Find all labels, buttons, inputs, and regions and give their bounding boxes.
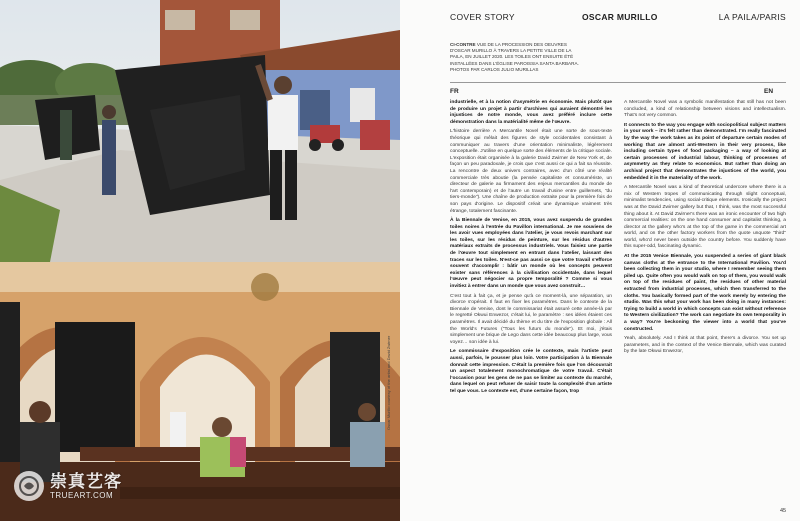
section-label: COVER STORY [450,12,515,22]
watermark-cn: 崇真艺客 [50,471,122,491]
french-column [450,100,612,399]
language-label-en: EN [764,88,774,95]
watermark-en: TRUEART.COM [50,490,114,500]
location-label: LA PAILA/PARIS [718,12,786,22]
photo-caption [450,42,586,73]
paragraph: L'histoire derrière A Mercantile Novel était une sorte de sous-texte théorique qui mêlait des figures de style occidentales consistant à communiquer au travers d'une orientation minimaliste, légèrement conceptuelle. J'utilise en quelque sorte des éléments de la critique sociale. L'exposition était organisée à la galerie David Zwirner de New York et, de façon un peu paradoxale, je crois que c'est aussi ce qui a fait sa réussite. La rencontre de deux univers contraires, avec d'un côté une réalité commerciale très aboutie (la pensée capitaliste et consumériste, un directeur de galerie au firmament des enjeux mercantiles du monde de l'art contemporain) et de l'autre un travail d'usine entre guillemets, "du tiers-monde"). Une chaîne de production extraite pour la première fois de son pays d'origine. Le dispositif créait une dynamique vraiment très étrange, totalement fascinante. [450,129,612,214]
paragraph: A Mercantile Novel was a symbolic manifestation that still has not been concluded, a kind of relationship between visions and intellectualism. That's not very common. [624,100,786,119]
paragraph: It connects to the way you engage with sociopolitical subject matters in your work – it's felt rather than demonstrated. I'm really fascinated by the way the work takes as its point of departure certain modes of working that are almost anti-Western in their very process, like including certain types of food packaging – a way of looking at certain processes of industrial labour, thinking of processes of asymmetry as they relate to economics. But rather than doing an archival project that demonstrates the injustices of the world, you embedded it in the materiality of the work. [624,122,786,181]
paragraph: C'est tout à fait ça, et je pense qu'à ce moment-là, une séparation, un divorce s'opérait. Il faut en fixer les paramètres. Dans le contexte de la Biennale de Venise, dont le commissariat était assuré cette année-là par le regretté Okwui Enwezor, c'était lui, le paramètre : ses idées étaient ces paramètres. Il avait décidé du thème et du titre de l'exposition globale : All the World's Futures ("Tous les futurs du monde"). Et moi, j'étais simplement une brique de Lego dans cette idée beaucoup plus large, vous voyez… son idée à lui. [450,293,612,345]
english-column [624,100,786,359]
divider [450,82,786,83]
language-label-fr: FR [450,88,459,95]
procession-photo [0,0,400,262]
paragraph: Yeah, absolutely. And I think at that point, there's a divorce. You set up parameters, and in the context of the Venice Biennale, which was curated by the late Okwui Enwezor, [624,336,786,355]
caption-lead: CI-CONTRE [450,42,476,47]
watermark [14,471,122,501]
paragraph: Le commissaire d'exposition crée le contexte, mais l'artiste peut aussi, parfois, le pousser plus loin. Votre participation à la Biennale donnait cette impression. C'était la première fois que l'on découvrait un aspect totalement monochromatique de votre travail. C'était l'occasion pour les gens de ne pas se limiter au contexte du marché, dans lequel on peut refuser de saisir toute la complexité d'un artiste tel que vous. Le contexte est, d'une certaine façon, trop [450,349,612,394]
trueart-logo-icon [14,471,44,501]
paragraph: industrielle, et à la notion d'asymétrie en économie. Mais plutôt que de produire un projet à partir d'archives qui auraient démontré les injustices de notre monde, vous avez préféré inclure cette démonstration dans la matérialité même de l'œuvre. [450,100,612,125]
text-page [400,0,800,521]
running-header [450,12,786,26]
caption-text: VUE DE LA PROCESSION DES OEUVRES D'OSCAR MURILLO À TRAVERS LA PETITE VILLE DE LA PAILA, EN JUILLET 2020. LES TOILES ONT ENSUITE ÉTÉ INSTALLÉES DANS L'ÉGLISE PAROISSIA SANTA BARBARA. PHOTOS PAR CARLOS JULIO MURILLAS [450,42,579,72]
paragraph: At the 2015 Venice Biennale, you suspended a series of giant black canvas cloths at the entrance to the International Pavilion. You'd been collecting them in your studio, where I remember seeing them piled up. Quite often you would walk on top of them, you would walk on top of the residues of paint, the residues of other material extracted from industrial processes, which then transferred to the cloths. You basically formed part of the work merely by entering the studio. Was this what your work has been doing in many instances: trying to build a world in which concepts can exist without reference to Western civilization? The work can negotiate its own temporality in a way? You're beckoning the viewer into a world that you've constructed. [624,254,786,332]
paragraph: A Mercantile Novel was a kind of theoretical undercore where there is a mix of Western tropes of communicating through slight conceptual, minimalist tendencies, using social-critique elements. Ironically the project was at the David Zwirner gallery but that, I think, was the most successful thing about it. At David Zwirner's there was an ironic encounter of two high commercial realities: on the one hand consumer and capitalist thinking, a director at the gallery who's at the top of the game in the commercial art world, and on the other factory workers from the quote unquote "third" world, who'd never been outside the country before. You suddenly have this super-odd, fascinating dynamic. [624,185,786,250]
paragraph: À la Biennale de Venise, en 2015, vous avez suspendu de grandes toiles noires à l'entrée du Pavillon international. Je me souviens de les avoir vues employées dans l'atelier, je vous revois marchant sur les toiles, sur les résidus de peinture, sur les résidus d'autres matériaux extraits de processus industriels. Vous faisiez une partie de l'œuvre tout simplement en entrant dans l'atelier, laissant des traces sur les toiles. N'est-ce pas aussi ce que votre travail s'efforce souvent d'accomplir : bâtir un monde où les concepts peuvent exister sans références à la civilisation occidentale, dans lequel l'œuvre peut négocier sa propre temporalité ? Comme si vous invitiez à entrer dans un monde que vous avez construit… [450,218,612,290]
artist-name: OSCAR MURILLO [582,12,658,22]
photo-credit: Oscar Murillo courtesy of the artist and David Zwirner [386,335,391,430]
page-number: 45 [780,508,787,514]
